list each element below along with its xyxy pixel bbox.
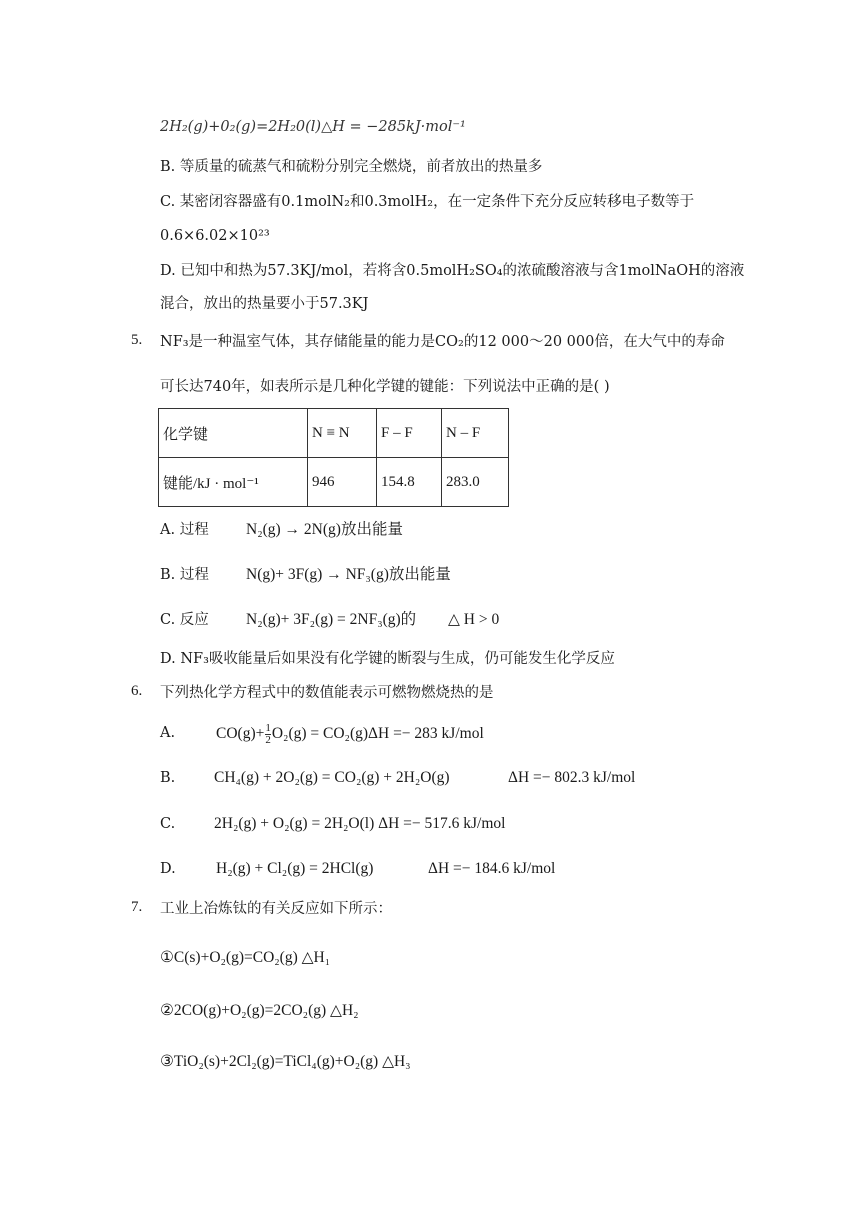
q7-reaction-3: ③TiO₂(s)+2Cl₂(g)=TiCl₄(g)+O₂(g) △H₃ (160, 1053, 411, 1070)
table-cell: 946 (308, 458, 377, 507)
question-number-5: 5. (131, 332, 143, 348)
q4-option-c (160, 192, 694, 212)
option-label: B. (160, 567, 176, 583)
option-text: 等质量的硫蒸气和硫粉分别完全燃烧，前者放出的热量多 (179, 159, 543, 175)
q6-option-a (160, 722, 484, 746)
option-label: A. (160, 522, 176, 538)
q5-option-d: D. NF₃吸收能量后如果没有化学键的断裂与生成，仍可能发生化学反应 (160, 651, 615, 667)
option-text: 某密闭容器盛有0.1molN₂和0.3molH₂，在一定条件下充分反应转移电子数等于 (179, 194, 695, 210)
option-expression (216, 723, 484, 746)
table-header-cell: N ≡ N (308, 409, 377, 458)
option-expression: CH₄(g) + 2O₂(g) = CO₂(g) + 2H₂O(g) (214, 769, 450, 786)
option-word: 过程 (179, 522, 209, 538)
option-expression: H₂(g) + Cl₂(g) = 2HCl(g) (216, 860, 374, 877)
option-word: 过程 (179, 567, 209, 583)
table-cell: 283.0 (442, 458, 509, 507)
option-label: C. (160, 816, 176, 832)
option-label: C. (160, 612, 176, 628)
table-row (159, 409, 509, 458)
option-expression: N(g)+ 3F(g) → NF₃(g)放出能量 (246, 566, 451, 583)
table-row (159, 458, 509, 507)
q5-stem-line1: NF₃是一种温室气体，其存储能量的能力是CO₂的12 000～20 000倍，在大气中的寿命 (160, 334, 725, 350)
table-header-cell: N – F (442, 409, 509, 458)
option-expression: 2H₂(g) + O₂(g) = 2H₂O(l) ΔH =− 517.6 kJ/mol (214, 815, 506, 832)
delta-h: △ H > 0 (448, 611, 500, 628)
expr-part: CO(g)+ (216, 725, 265, 743)
table-cell: 154.8 (377, 458, 442, 507)
expr-part: O₂(g) = CO₂(g)ΔH =− 283 kJ/mol (271, 725, 484, 743)
q7-reaction-2: ②2CO(g)+O₂(g)=2CO₂(g) △H₂ (160, 1002, 359, 1019)
q6-option-d (160, 859, 556, 879)
q6-option-c (160, 814, 506, 834)
q4-option-d (160, 261, 744, 281)
option-label: B. (160, 770, 176, 786)
option-label: B. (160, 159, 176, 175)
option-label: C. (160, 194, 176, 210)
table-header-cell: 化学键 (159, 409, 308, 458)
q5-option-a (160, 520, 403, 540)
option-expression: N₂(g) → 2N(g)放出能量 (246, 521, 403, 538)
option-label: A. (160, 725, 176, 741)
q6-stem: 下列热化学方程式中的数值能表示可燃物燃烧热的是 (160, 685, 494, 701)
delta-h: ΔH =− 802.3 kJ/mol (508, 769, 636, 786)
question-number-7: 7. (131, 899, 143, 915)
q5-stem-line2: 可长达740年，如表所示是几种化学键的键能：下列说法中正确的是( ) (160, 379, 610, 395)
q5-option-c (160, 610, 500, 630)
q7-reaction-1: ①C(s)+O₂(g)=CO₂(g) △H₁ (160, 949, 331, 966)
q4-option-d-cont: 混合，放出的热量要小于57.3KJ (160, 296, 369, 312)
fraction-denominator: 2 (265, 734, 271, 746)
bond-energy-table (158, 408, 509, 507)
option-word: 反应 (179, 612, 209, 628)
q4-option-c-cont: 0.6×6.02×10²³ (160, 228, 270, 244)
table-row-label: 键能/kJ · mol⁻¹ (159, 458, 308, 507)
option-label: D. (160, 861, 176, 877)
fraction-numerator: 1 (265, 722, 271, 734)
table-header-cell: F – F (377, 409, 442, 458)
option-label: D. (160, 263, 176, 279)
question-number-6: 6. (131, 683, 143, 699)
q6-option-b (160, 768, 636, 788)
option-text: 已知中和热为57.3KJ/mol，若将含0.5molH₂SO₄的浓硫酸溶液与含1molNaOH的溶液 (180, 263, 745, 279)
fraction (265, 723, 271, 746)
option-expression: N₂(g)+ 3F₂(g) = 2NF₃(g)的 (246, 611, 417, 628)
top-equation: 2H₂(g)+0₂(g)=2H₂0(l)△H = −285kJ·mol⁻¹ (160, 119, 466, 135)
q7-stem: 工业上冶炼钛的有关反应如下所示： (160, 901, 392, 917)
q5-option-b (160, 565, 451, 585)
delta-h: ΔH =− 184.6 kJ/mol (428, 860, 556, 877)
q4-option-b (160, 157, 542, 177)
